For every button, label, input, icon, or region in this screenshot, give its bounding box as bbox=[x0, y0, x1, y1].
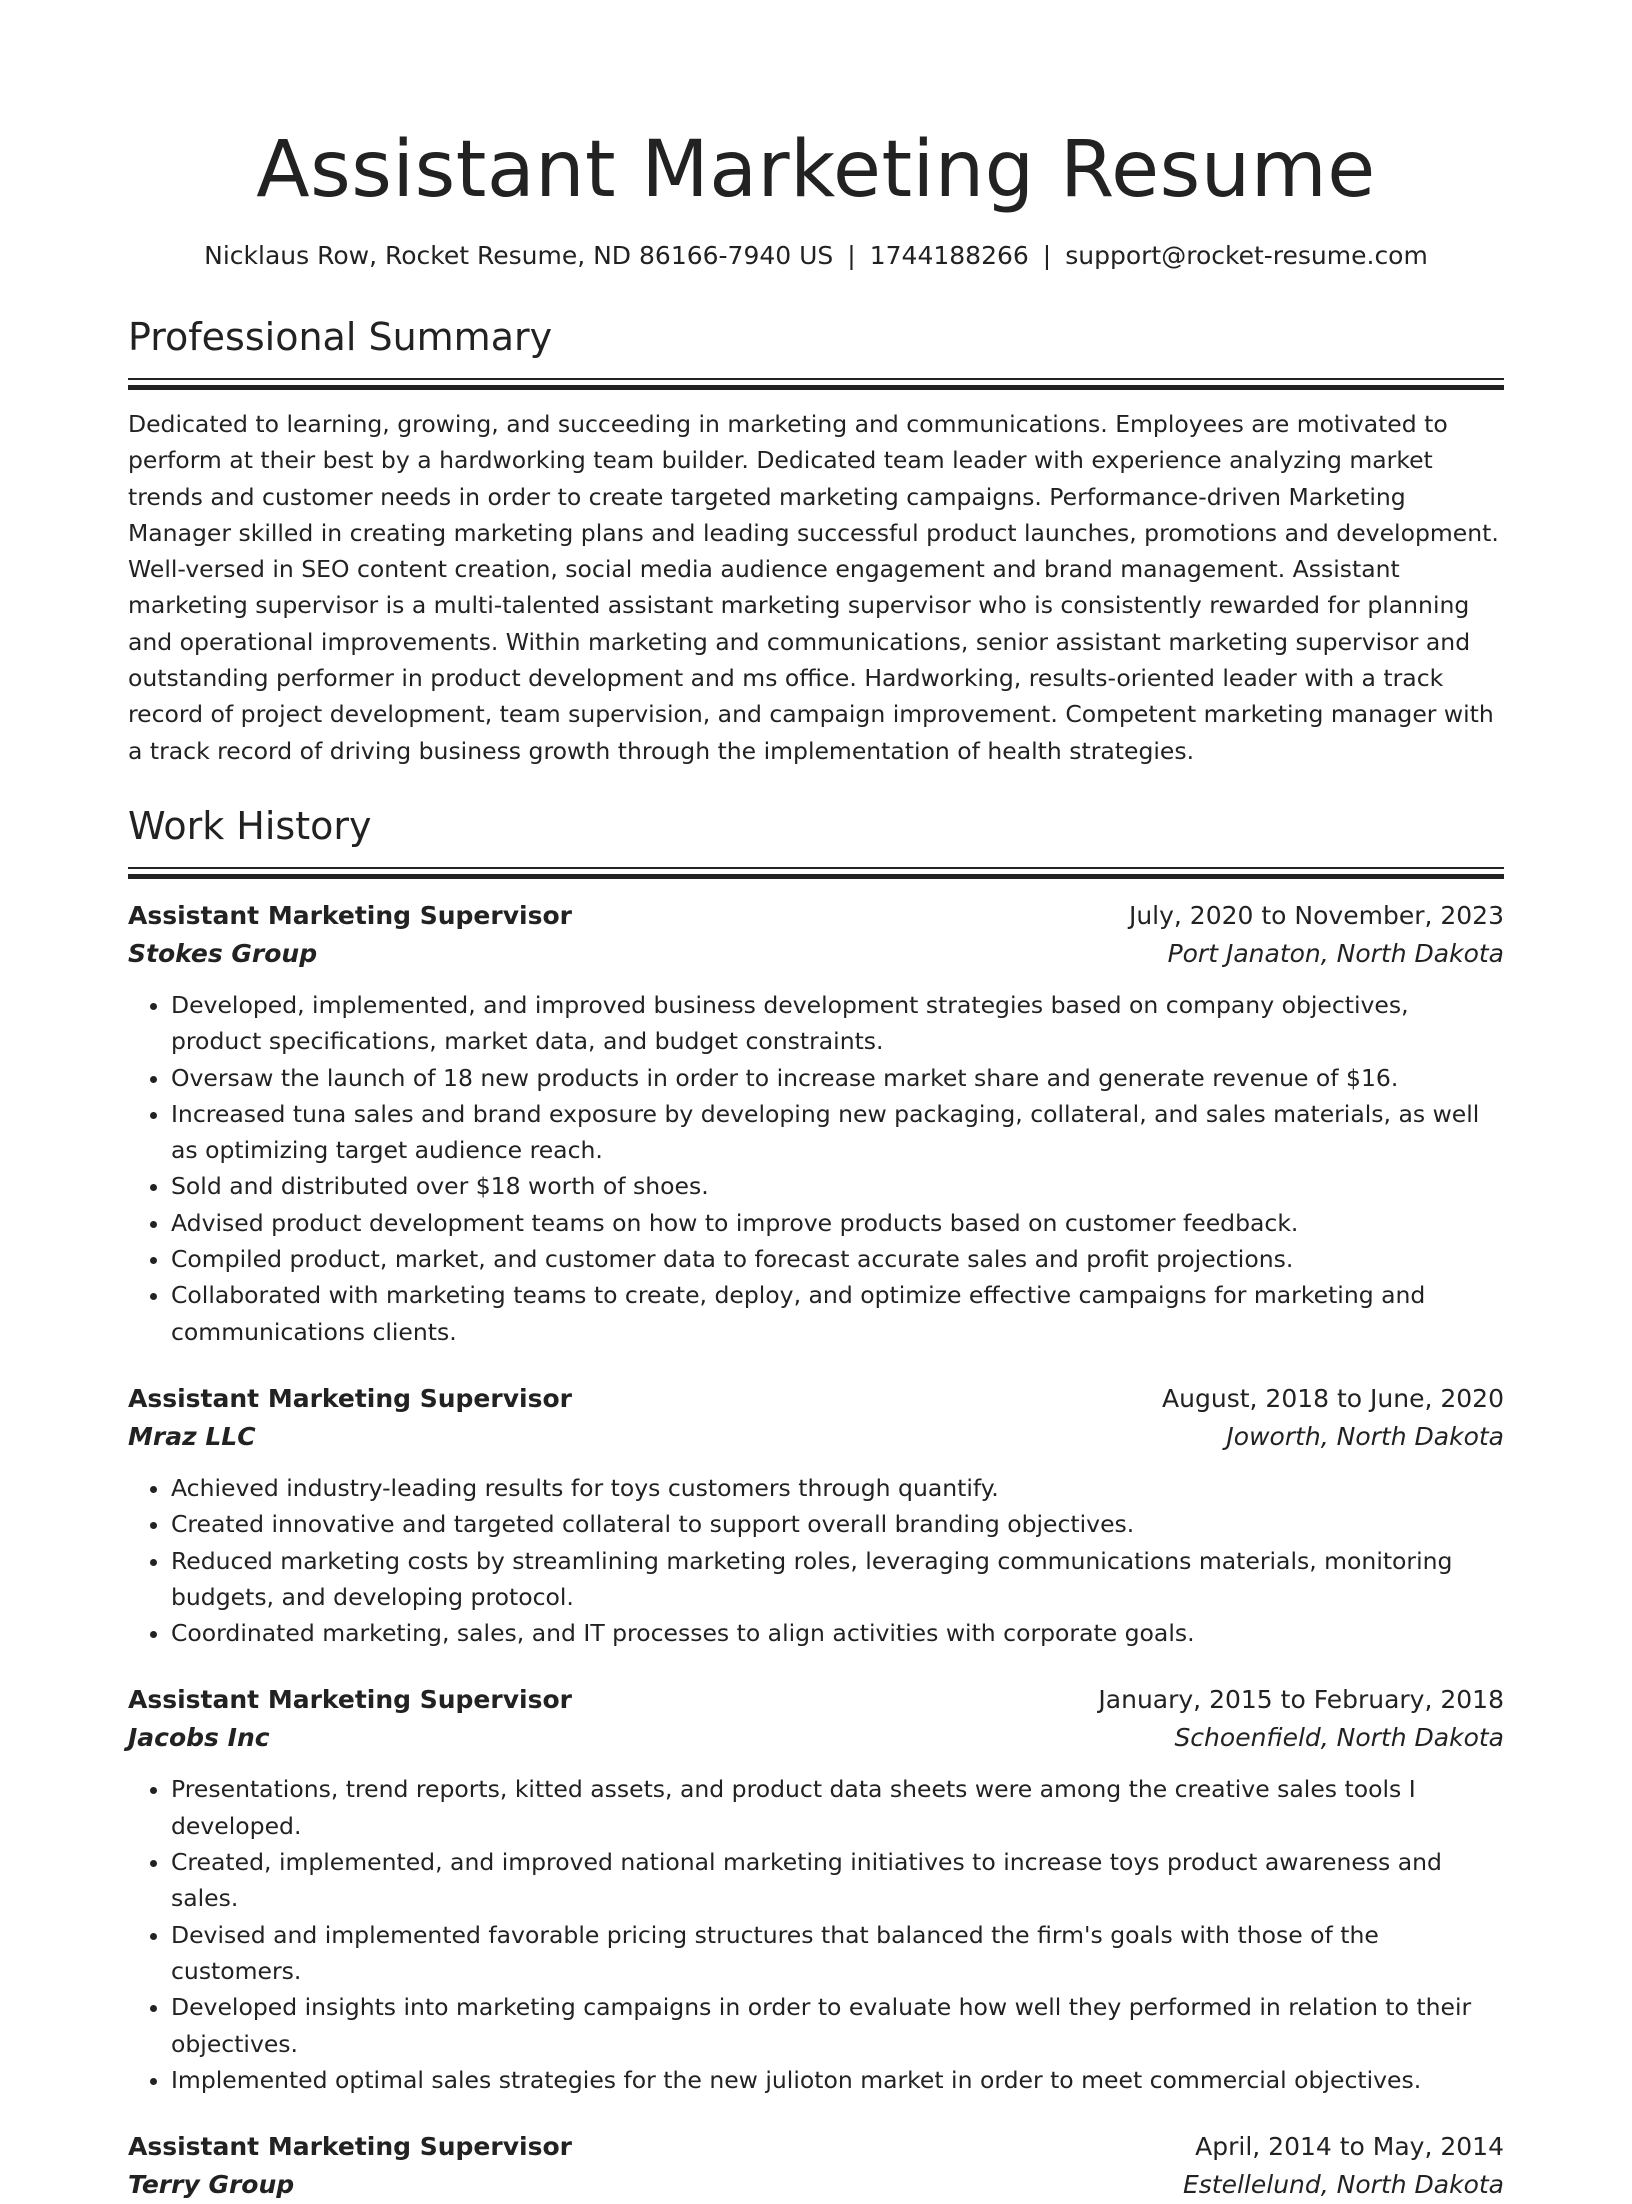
job-bullet: • Presentations, trend reports, kitted assets, and product data sheets were among the creative sales tools I developed. bbox=[171, 1771, 1504, 1844]
work-history-heading: Work History bbox=[128, 803, 372, 848]
job-header-row bbox=[128, 1681, 1504, 1719]
job-bullet: • Devised and implemented favorable pricing structures that balanced the firm's goals with those of the customers. bbox=[171, 1917, 1504, 1990]
job-bullet-list bbox=[128, 1470, 1504, 1651]
job-bullet-list bbox=[128, 1771, 1504, 2098]
section-divider bbox=[128, 378, 1504, 390]
job-dates: April, 2014 to May, 2014 bbox=[1195, 2132, 1504, 2162]
job-location: Joworth, North Dakota bbox=[1226, 1421, 1504, 1451]
job-bullet: • Reduced marketing costs by streamlining marketing roles, leveraging communications materials, monitoring budgets, and developing protocol. bbox=[171, 1543, 1504, 1616]
job-dates: January, 2015 to February, 2018 bbox=[1098, 1685, 1504, 1715]
job-bullet: • Created innovative and targeted collateral to support overall branding objectives. bbox=[171, 1506, 1504, 1542]
job-bullet: • Coordinated marketing, sales, and IT processes to align activities with corporate goals. bbox=[171, 1615, 1504, 1651]
job-company-row bbox=[128, 935, 1504, 973]
contact-email: support@rocket-resume.com bbox=[1065, 241, 1428, 270]
job-bullet: • Oversaw the launch of 18 new products in order to increase market share and generate revenue of $16. bbox=[171, 1060, 1504, 1096]
contact-address: Nicklaus Row, Rocket Resume, ND 86166-7940 US bbox=[204, 241, 834, 270]
job-bullet: • Created, implemented, and improved national marketing initiatives to increase toys product awareness and sales. bbox=[171, 1844, 1504, 1917]
job-location: Port Janaton, North Dakota bbox=[1167, 938, 1504, 968]
job-title: Assistant Marketing Supervisor bbox=[128, 900, 572, 930]
job-company: Mraz LLC bbox=[128, 1421, 256, 1451]
job-bullet: • Compiled product, market, and customer data to forecast accurate sales and profit projections. bbox=[171, 1241, 1504, 1277]
job-bullet: • Advised product development teams on how to improve products based on customer feedback. bbox=[171, 1205, 1504, 1241]
job-dates: August, 2018 to June, 2020 bbox=[1162, 1383, 1504, 1413]
job-header-row bbox=[128, 897, 1504, 935]
job-bullet: • Implemented optimal sales strategies for the new julioton market in order to meet commercial objectives. bbox=[171, 2062, 1504, 2098]
contact-separator: | bbox=[1042, 241, 1052, 270]
job-bullet: • Developed, implemented, and improved business development strategies based on company objectives, product specifications, market data, and budget constraints. bbox=[171, 987, 1504, 1060]
job-company: Terry Group bbox=[128, 2170, 295, 2200]
job-location: Estellelund, North Dakota bbox=[1182, 2170, 1504, 2200]
job-company: Jacobs Inc bbox=[128, 1723, 270, 1753]
job-title: Assistant Marketing Supervisor bbox=[128, 1685, 572, 1715]
job-entry bbox=[128, 1681, 1504, 2098]
job-entry bbox=[128, 1380, 1504, 1651]
resume-title: Assistant Marketing Resume bbox=[256, 125, 1376, 215]
job-company-row bbox=[128, 1719, 1504, 1757]
job-company-row bbox=[128, 1418, 1504, 1456]
work-history-list bbox=[128, 897, 1504, 2204]
resume-page bbox=[128, 0, 1504, 2204]
job-entry bbox=[128, 2128, 1504, 2204]
job-header-row bbox=[128, 2128, 1504, 2166]
job-bullet: • Sold and distributed over $18 worth of shoes. bbox=[171, 1168, 1504, 1204]
job-bullet: • Increased tuna sales and brand exposure by developing new packaging, collateral, and sales materials, as well as optimizing target audience reach. bbox=[171, 1096, 1504, 1169]
summary-text: Dedicated to learning, growing, and succeeding in marketing and communications. Employees are motivated to perform at their best by a hardworking team builder. Dedicated team leader with experience analyzing market trends and customer needs in order to create targeted marketing campaigns. Performance-driven Marketing Manager skilled in creating marketing plans and leading successful product launches, promotions and development. Well-versed in SEO content creation, social media audience engagement and brand management. Assistant marketing supervisor is a multi-talented assistant marketing supervisor who is consistently rewarded for planning and operational improvements. Within marketing and communications, senior assistant marketing supervisor and outstanding performer in product development and ms office. Hardworking, results-oriented leader with a track record of project development, team supervision, and campaign improvement. Competent marketing manager with a track record of driving business growth through the implementation of health strategies. bbox=[128, 410, 1499, 765]
job-title: Assistant Marketing Supervisor bbox=[128, 2132, 572, 2162]
contact-phone: 1744188266 bbox=[869, 241, 1029, 270]
job-company: Stokes Group bbox=[128, 938, 318, 968]
contact-line bbox=[128, 238, 1504, 274]
job-title: Assistant Marketing Supervisor bbox=[128, 1383, 572, 1413]
job-dates: July, 2020 to November, 2023 bbox=[1128, 900, 1504, 930]
contact-separator: | bbox=[847, 241, 856, 270]
job-company-row bbox=[128, 2166, 1504, 2204]
summary-heading: Professional Summary bbox=[128, 315, 553, 359]
job-entry bbox=[128, 897, 1504, 1350]
job-location: Schoenfield, North Dakota bbox=[1174, 1723, 1504, 1753]
job-header-row bbox=[128, 1380, 1504, 1418]
job-bullet: • Collaborated with marketing teams to create, deploy, and optimize effective campaigns for marketing and communications clients. bbox=[171, 1277, 1504, 1350]
job-bullet-list bbox=[128, 987, 1504, 1350]
job-bullet: • Developed insights into marketing campaigns in order to evaluate how well they performed in relation to their objectives. bbox=[171, 1989, 1504, 2062]
job-bullet: • Achieved industry-leading results for toys customers through quantify. bbox=[171, 1470, 1504, 1506]
section-divider bbox=[128, 867, 1504, 879]
